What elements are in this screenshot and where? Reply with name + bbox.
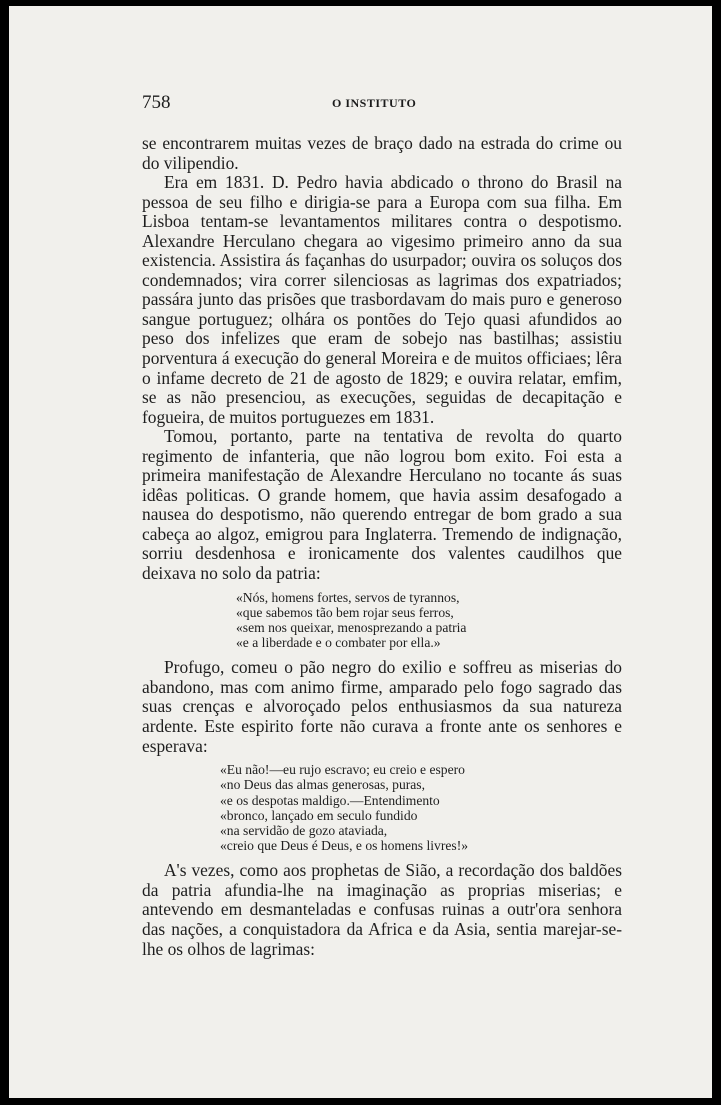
verse-line: «sem nos queixar, menosprezando a patria [236,619,467,635]
paragraph-exile: Profugo, comeu o pão negro do exilio e soffreu as miserias do abandono, mas com animo firme, amparado pelo fogo sagrado das suas crenças e alvoroçado pelos enthusiasmos da sua natureza ardente. Este espirito forte não curava a fronte ante os senhores e esperava: [142,657,622,756]
verse-line: «Nós, homens fortes, servos de tyrannos, [236,589,460,605]
verse-line: «bronco, lançado em seculo fundido [220,807,418,823]
paragraph-1831: Era em 1831. D. Pedro havia abdicado o throno do Brasil na pessoa de seu filho e dirigia-se para a Europa com sua filha. Em Lisboa tentam-se levantamentos militares contra o despotismo. Alexandre Herculano chegara ao vigesimo primeiro anno da sua existencia. Assistira ás façanhas do usurpador; ouvira os soluços dos condemnados; vira correr silenciosas as lagrimas dos expatriados; passára junto das prisões que trasbordavam do mais puro e generoso sangue portuguez; olhára os pontões do Tejo quasi afundidos ao peso dos infelizes que eram de sobejo nas bastilhas; assistiu porventura á execução do general Moreira e de muitos officiaes; lêra o infame decreto de 21 de agosto de 1829; e ouvira relatar, emfim, se as não presenciou, as execuções, seguidas de decapitação e fogueira, de muitos portuguezes em 1831. [142,172,622,427]
body-text [142,134,622,959]
verse-line: «no Deus das almas generosas, puras, [220,777,425,793]
paragraph-revolt: Tomou, portanto, parte na tentativa de revolta do quarto regimento de infanteria, que não logrou bom exito. Foi esta a primeira manifestação de Alexandre Herculano no tocante ás suas idêas politicas. O grande homem, que havia assim desafogado a nausea do despotismo, não querendo entregar de bom grado a sua cabeça ao algoz, emigrou para Inglaterra. Tremendo de indignação, sorriu desdenhosa e ironicamente dos valentes caudilhos que deixava no solo da patria: [142,426,622,584]
verse-line: «que sabemos tão bem rojar seus ferros, [236,604,454,620]
verse-line: «e os despotas maldigo.—Entendimento [220,792,440,808]
verse-line: «creio que Deus é Deus, e os homens livres!» [220,838,469,854]
running-title: O INSTITUTO [332,96,417,110]
verse-quote-2 [142,762,622,853]
verse-line: «na servidão de gozo ataviada, [220,822,388,838]
verse-line: «Eu não!—eu rujo escravo; eu creio e espero [220,762,465,778]
paragraph-continuation: se encontrarem muitas vezes de braço dado na estrada do crime ou do vilipendio. [142,133,622,173]
page-number: 758 [142,92,171,113]
page-header [142,92,612,114]
verse-line: «e a liberdade e o combater por ella.» [236,635,441,651]
verse-quote-1 [142,590,622,651]
book-page [9,6,712,1098]
paragraph-prophets: A's vezes, como aos prophetas de Sião, a recordação dos baldões da patria afundia-lhe na imaginação as proprias miserias; e antevendo em desmanteladas e confusas ruinas a outr'ora senhora das nações, a conquistadora da Africa e da Asia, sentia marejar-se-lhe os olhos de lagrimas: [142,860,622,959]
